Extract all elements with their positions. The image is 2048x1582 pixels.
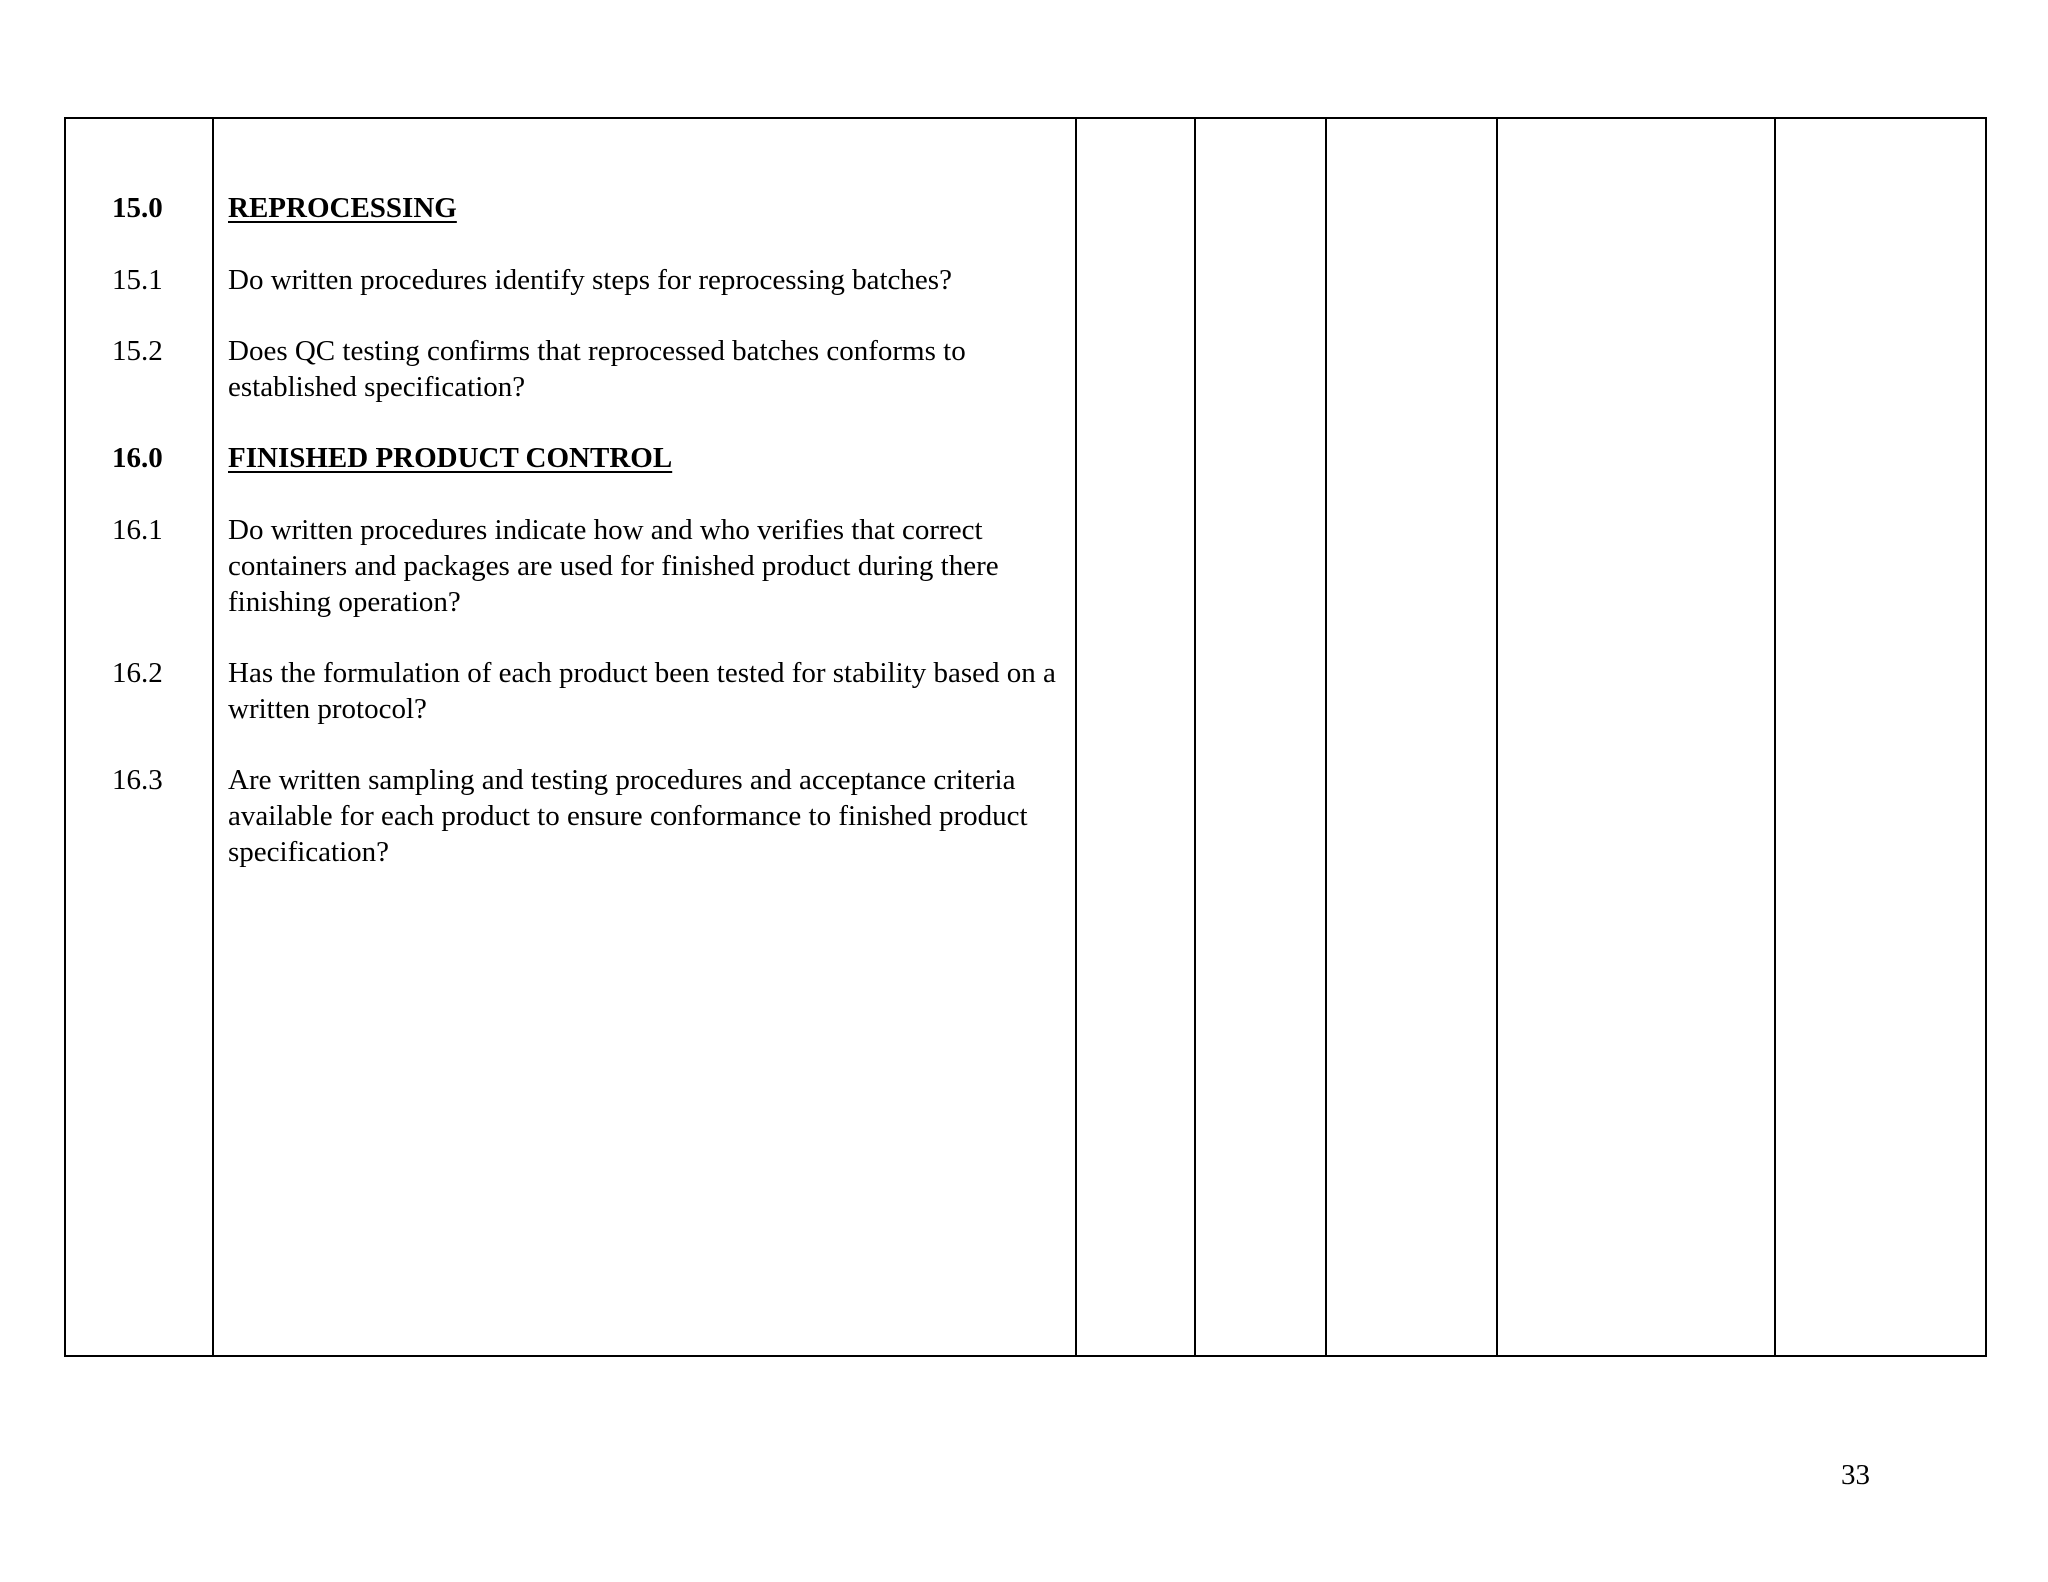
question-text: Does QC testing confirms that reprocessed batches conforms to established specification?	[228, 335, 966, 403]
question-text: Do written procedures identify steps for reprocessing batches?	[228, 264, 952, 296]
question-number: 16.3	[112, 764, 163, 796]
section-number: 15.0	[112, 192, 163, 224]
section-heading: REPROCESSING	[228, 192, 457, 224]
question-text: Are written sampling and testing procedures and acceptance criteria available for each product to ensure conformance to finished product specification?	[228, 764, 1028, 868]
question-number: 15.1	[112, 264, 163, 296]
section-number: 16.0	[112, 442, 163, 474]
question-number: 15.2	[112, 335, 163, 367]
question-text: Do written procedures indicate how and who verifies that correct containers and packages are used for finished product during there finishing operation?	[228, 514, 999, 618]
page-number: 33	[1841, 1459, 1870, 1491]
question-text: Has the formulation of each product been tested for stability based on a written protocol?	[228, 657, 1056, 725]
question-number: 16.2	[112, 657, 163, 689]
section-heading: FINISHED PRODUCT CONTROL	[228, 442, 673, 474]
question-number: 16.1	[112, 514, 163, 546]
